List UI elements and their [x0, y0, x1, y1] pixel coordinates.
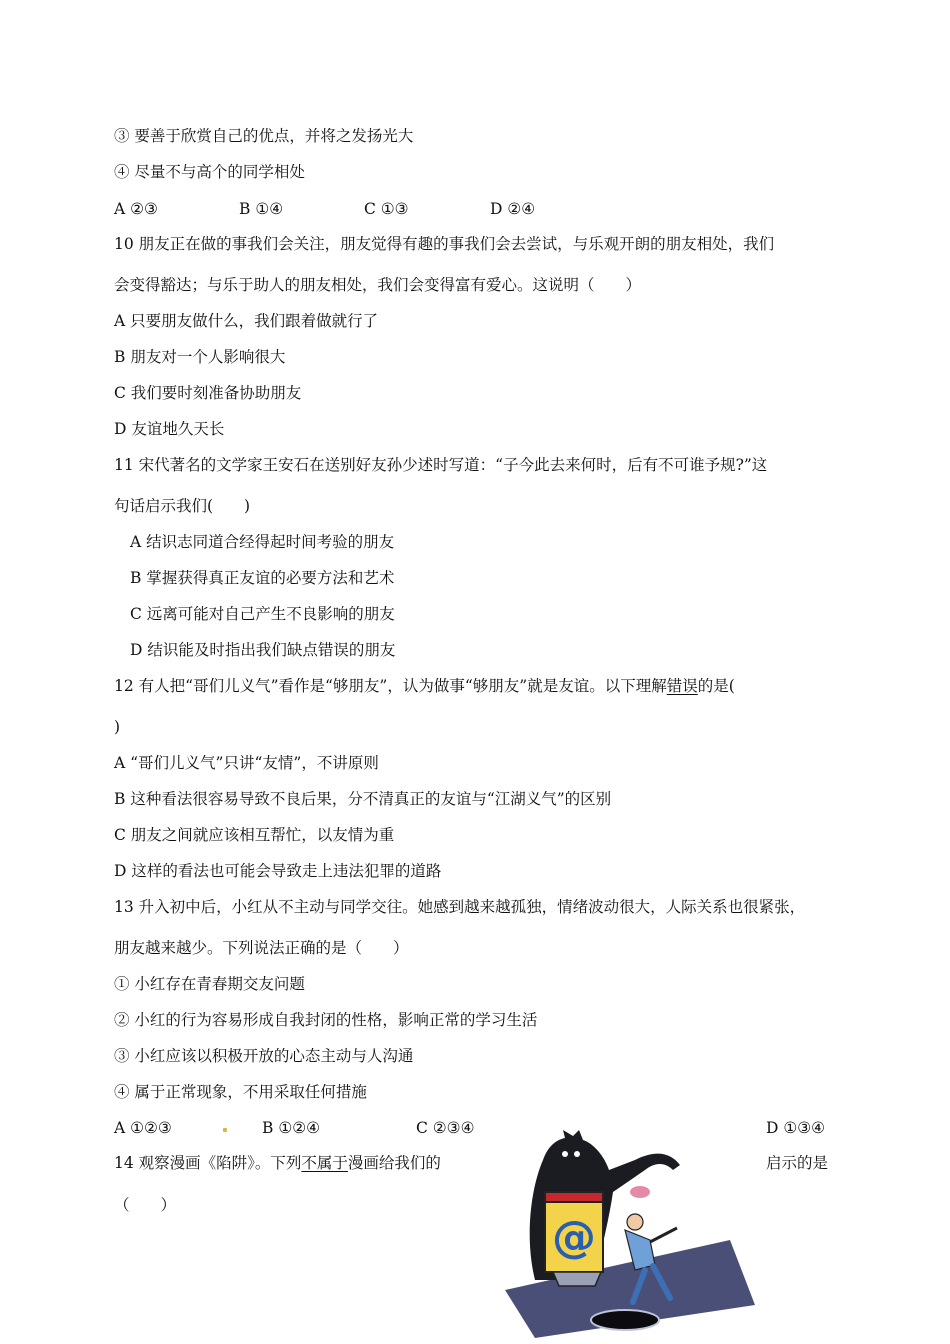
q14-stem-line1: [114, 1153, 441, 1173]
q12-emphasis-wrong: 错误: [666, 677, 698, 695]
q12-stem-post: 的是(: [697, 677, 735, 695]
q12-option-b: B 这种看法很容易导致不良后果，分不清真正的友谊与“江湖义气”的区别: [114, 790, 612, 808]
q13-option-c: C ②③④: [416, 1119, 475, 1137]
q11-option-d: D 结识能及时指出我们缺点错误的朋友: [130, 641, 396, 659]
q10-option-c: C 我们要时刻准备协助朋友: [114, 384, 302, 402]
trap-cartoon: [505, 1130, 755, 1340]
q11-option-b: B 掌握获得真正友谊的必要方法和艺术: [130, 569, 395, 587]
q14-stem-tail: 启示的是: [766, 1154, 829, 1172]
monitor-header: [545, 1192, 603, 1202]
q10-stem-line2: 会变得豁达；与乐于助人的朋友相处，我们会变得富有爱心。这说明（ ）: [114, 276, 642, 294]
q9-option-a: A ②③: [114, 200, 158, 218]
q13-item-2: ② 小红的行为容易形成自我封闭的性格，影响正常的学习生活: [114, 1011, 538, 1029]
q12-stem-pre: 12 有人把“哥们儿义气”看作是“够朋友”，认为做事“够朋友”就是友谊。以下理解: [114, 677, 667, 695]
q13-stem-line2: 朋友越来越少。下列说法正确的是（ ）: [114, 939, 409, 957]
q13-stem-line1: 13 升入初中后，小红从不主动与同学交往。她感到越来越孤独，情绪波动很大，人际关系也很紧张，: [114, 898, 806, 916]
q10-option-a: A 只要朋友做什么，我们跟着做就行了: [114, 312, 379, 330]
stray-mark: [223, 1128, 227, 1132]
q10-option-b: B 朋友对一个人影响很大: [114, 348, 286, 366]
monitor-at-sign: @: [552, 1212, 596, 1263]
q9-option-d: D ②④: [490, 200, 536, 218]
q12-option-d: D 这样的看法也可能会导致走上违法犯罪的道路: [114, 862, 442, 880]
q9-item-3: ③ 要善于欣赏自己的优点，并将之发扬光大: [114, 127, 414, 145]
q11-option-a: A 结识志同道合经得起时间考验的朋友: [130, 533, 395, 551]
q9-option-c: C ①③: [364, 200, 409, 218]
q13-option-b: B ①②④: [262, 1119, 321, 1137]
q14-stem-pre: 14 观察漫画《陷阱》。下列: [114, 1154, 302, 1172]
q14-emphasis-not: 不属于: [301, 1154, 348, 1172]
q11-option-c: C 远离可能对自己产生不良影响的朋友: [130, 605, 395, 623]
q10-option-d: D 友谊地久天长: [114, 420, 225, 438]
q12-stem-line2: ): [114, 718, 121, 736]
q9-item-4: ④ 尽量不与高个的同学相处: [114, 163, 305, 181]
q12-stem-line1: [114, 676, 735, 696]
q11-stem-line2: 句话启示我们( ): [114, 497, 251, 515]
monster-eye-right: [574, 1151, 580, 1157]
q13-option-d: D ①③④: [766, 1119, 826, 1137]
q13-item-3: ③ 小红应该以积极开放的心态主动与人沟通: [114, 1047, 414, 1065]
q14-stem-line2: （ ）: [114, 1196, 177, 1214]
q10-stem-line1: 10 朋友正在做的事我们会关注，朋友觉得有趣的事我们会去尝试，与乐观开朗的朋友相处，我们: [114, 235, 775, 253]
q14-stem-post: 漫画给我们的: [347, 1154, 441, 1172]
person-arm: [650, 1228, 677, 1242]
monster-eye-left: [562, 1151, 568, 1157]
q11-stem-line1: 11 宋代著名的文学家王安石在送别好友孙少述时写道：“子今此去来何时，后有不可谁予规?”这: [114, 456, 768, 474]
q12-option-c: C 朋友之间就应该相互帮忙，以友情为重: [114, 826, 395, 844]
person-head: [627, 1214, 643, 1230]
q13-item-4: ④ 属于正常现象，不用采取任何措施: [114, 1083, 367, 1101]
lure-item: [630, 1186, 650, 1198]
q9-option-b: B ①④: [239, 200, 284, 218]
q13-option-a: A ①②③: [114, 1119, 172, 1137]
q13-item-1: ① 小红存在青春期交友问题: [114, 975, 305, 993]
q12-option-a: A “哥们儿义气”只讲“友情”，不讲原则: [114, 754, 379, 772]
monitor-stand: [553, 1272, 601, 1286]
trap-hole: [591, 1310, 659, 1330]
